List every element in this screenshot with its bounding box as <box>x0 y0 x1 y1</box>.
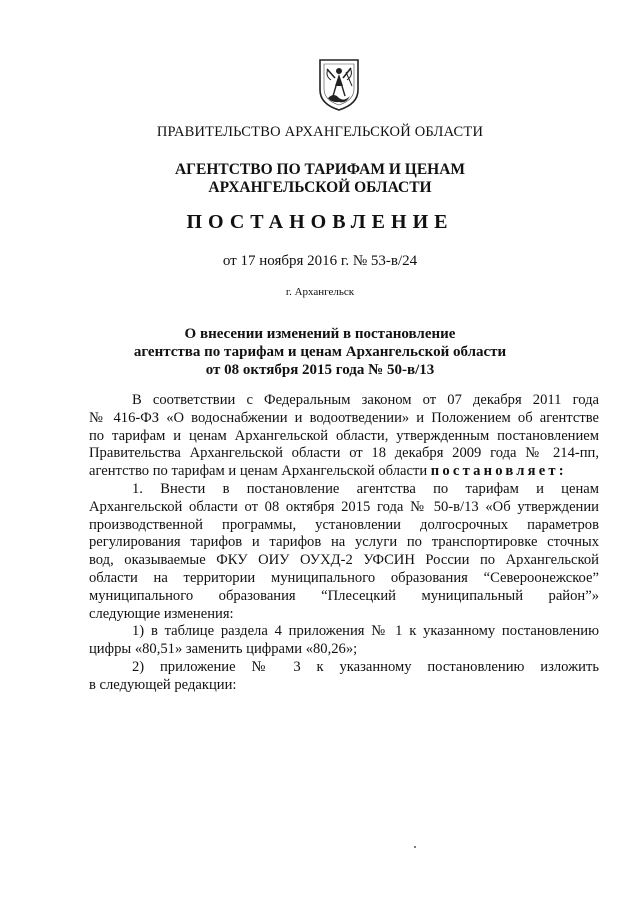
document-body <box>89 392 599 695</box>
body-line: области на территории муниципального образования “Североонежское” <box>89 569 599 586</box>
body-line: в следующей редакции: <box>89 676 237 693</box>
government-title: ПРАВИТЕЛЬСТВО АРХАНГЕЛЬСКОЙ ОБЛАСТИ <box>156 124 484 140</box>
agency-title-line-2: АРХАНГЕЛЬСКОЙ ОБЛАСТИ <box>208 179 432 196</box>
body-line: Правительства Архангельской области от 18 декабря 2009 года № 214-пп, <box>89 445 599 462</box>
body-line: регулирования тарифов и тарифов на услуги по транспортировке сточных <box>89 534 599 551</box>
document-type-heading: ПОСТАНОВЛЕНИЕ <box>186 211 454 233</box>
body-line: муниципального образования “Плесецкий муниципальный район”» <box>89 587 599 604</box>
document-subject <box>0 325 640 379</box>
paragraph-subitem-1 <box>89 623 599 659</box>
subject-line-1: О внесении изменений в постановление <box>184 326 456 342</box>
body-line-text: агентство по тарифам и ценам Архангельской области <box>89 463 431 480</box>
body-line: вод, оказываемые ФКУ ОИУ ОУХД-2 УФСИН России по Архангельской <box>89 552 599 569</box>
agency-title-line-1: АГЕНТСТВО ПО ТАРИФАМ И ЦЕНАМ <box>174 161 466 178</box>
body-line: Архангельской области от 08 октября 2015 года № 50-в/13 «Об утверждении <box>89 498 599 515</box>
paragraph-preamble <box>89 392 599 481</box>
document-city: г. Архангельск <box>285 286 355 298</box>
coat-of-arms-emblem <box>316 56 362 112</box>
subject-line-3: от 08 октября 2015 года № 50-в/13 <box>205 362 435 378</box>
body-line <box>89 463 599 481</box>
subject-line-2: агентства по тарифам и ценам Архангельской области <box>133 344 507 360</box>
body-line: № 416-ФЗ «О водоснабжении и водоотведении» и Положением об агентстве <box>89 409 599 426</box>
body-line: цифры «80,51» заменить цифрами «80,26»; <box>89 641 358 658</box>
paragraph-item-1 <box>89 481 599 623</box>
agency-title <box>0 161 640 197</box>
body-line: 1) в таблице раздела 4 приложения № 1 к указанному постановлению <box>132 623 599 640</box>
document-date-number: от 17 ноября 2016 г. № 53-в/24 <box>222 253 418 269</box>
body-line: 1. Внести в постановление агентства по тарифам и ценам <box>132 480 599 497</box>
scan-speck <box>414 846 416 848</box>
paragraph-subitem-2 <box>89 659 599 695</box>
resolves-keyword: постановляет: <box>430 463 567 480</box>
body-line: производственной программы, установлении долгосрочных параметров <box>89 516 599 533</box>
body-line: следующие изменения: <box>89 605 234 622</box>
body-line: 2) приложение № 3 к указанному постановлению изложить <box>132 658 599 675</box>
body-line: В соответствии с Федеральным законом от 07 декабря 2011 года <box>132 392 599 408</box>
body-line: по тарифам и ценам Архангельской области, утвержденным постановлением <box>89 427 599 444</box>
